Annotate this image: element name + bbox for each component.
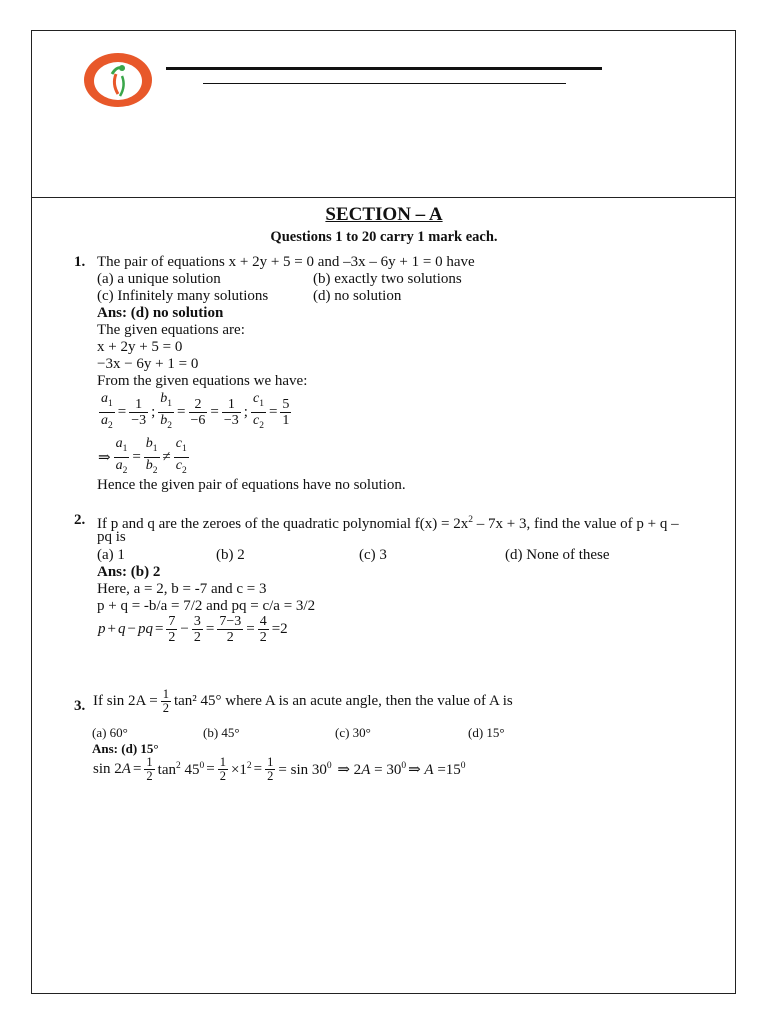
solution-line: From the given equations we have: bbox=[97, 373, 308, 389]
option-a: (a) a unique solution bbox=[97, 271, 221, 287]
question-number: 3. bbox=[74, 698, 86, 714]
option-b: (b) exactly two solutions bbox=[313, 271, 462, 287]
answer: Ans: (d) no solution bbox=[97, 305, 224, 321]
option-d: (d) None of these bbox=[505, 547, 610, 563]
ratio-comparison: ⇒ $\frac{a_1}{a_2}$ = $\frac{b_1}{b_2}$ ≠ $\frac{c_1}{c_2}$ bbox=[97, 436, 191, 479]
question-number: 2. bbox=[74, 512, 86, 528]
ratio-equation: $\frac{a_1}{a_2}$ = $\frac{1}{-3}$ ; $\frac{b_1}{b_2}$ = $\frac{2}{-6}$ = $\frac{1}{-3}$ ; $\frac{c_1}{c_2}$ = $\frac{5}{1}$ bbox=[97, 391, 293, 434]
option-c: (c) 3 bbox=[359, 547, 387, 563]
pq-equation: p + q − pq = $\frac{7}{2}$ − $\frac{3}{2}$ = $\frac{7-3}{2}$ = $\frac{4}{2}$ =2 bbox=[98, 614, 288, 645]
section-subtitle: Questions 1 to 20 carry 1 mark each. bbox=[270, 229, 498, 245]
option-b: (b) 45° bbox=[203, 725, 240, 740]
option-b: (b) 2 bbox=[216, 547, 245, 563]
solution-line: The given equations are: bbox=[97, 322, 245, 338]
institute-logo bbox=[82, 52, 154, 108]
solution-line: p + q = -b/a = 7/2 and pq = c/a = 3/2 bbox=[97, 598, 316, 614]
option-a: (a) 1 bbox=[97, 547, 125, 563]
answer: Ans: (b) 2 bbox=[97, 564, 161, 580]
option-c: (c) Infinitely many solutions bbox=[97, 288, 269, 304]
solution-line: x + 2y + 5 = 0 bbox=[97, 339, 183, 355]
answer: Ans: (d) 15° bbox=[92, 741, 159, 756]
header-rule-thick bbox=[166, 67, 602, 70]
option-a: (a) 60° bbox=[92, 725, 128, 740]
question-number: 1. bbox=[74, 254, 86, 270]
option-c: (c) 30° bbox=[335, 725, 371, 740]
section-title: SECTION – A bbox=[325, 204, 443, 225]
option-d: (d) 15° bbox=[468, 725, 505, 740]
solution-conclusion: Hence the given pair of equations have no solution. bbox=[97, 477, 406, 493]
question-stem: If sin 2A = $\frac{1}{2}$ tan² 45° where A is an acute angle, then the value of A is bbox=[93, 687, 513, 715]
sin-equation: sin 2A = $\frac{1}{2}$ $\tan^2 45^0$ = $\frac{1}{2}$ $\times 1^2$ = $\frac{1}{2}$ = $\sin 30^0$ ⇒ $2A = 30^0$ ⇒ $A =15^0$ bbox=[93, 755, 466, 783]
solution-line: Here, a = 2, b = -7 and c = 3 bbox=[97, 581, 267, 597]
header-rule-thin bbox=[203, 83, 566, 84]
solution-line: −3x − 6y + 1 = 0 bbox=[97, 356, 199, 372]
option-d: (d) no solution bbox=[313, 288, 402, 304]
question-stem-cont: pq is bbox=[97, 529, 126, 545]
header-divider bbox=[31, 197, 736, 198]
question-stem: The pair of equations x + 2y + 5 = 0 and –3x – 6y + 1 = 0 have bbox=[97, 254, 475, 270]
question-stem: If p and q are the zeroes of the quadratic polynomial $f(x) = 2x^2 - 7x + 3$, find the value of p + q – bbox=[97, 515, 679, 532]
